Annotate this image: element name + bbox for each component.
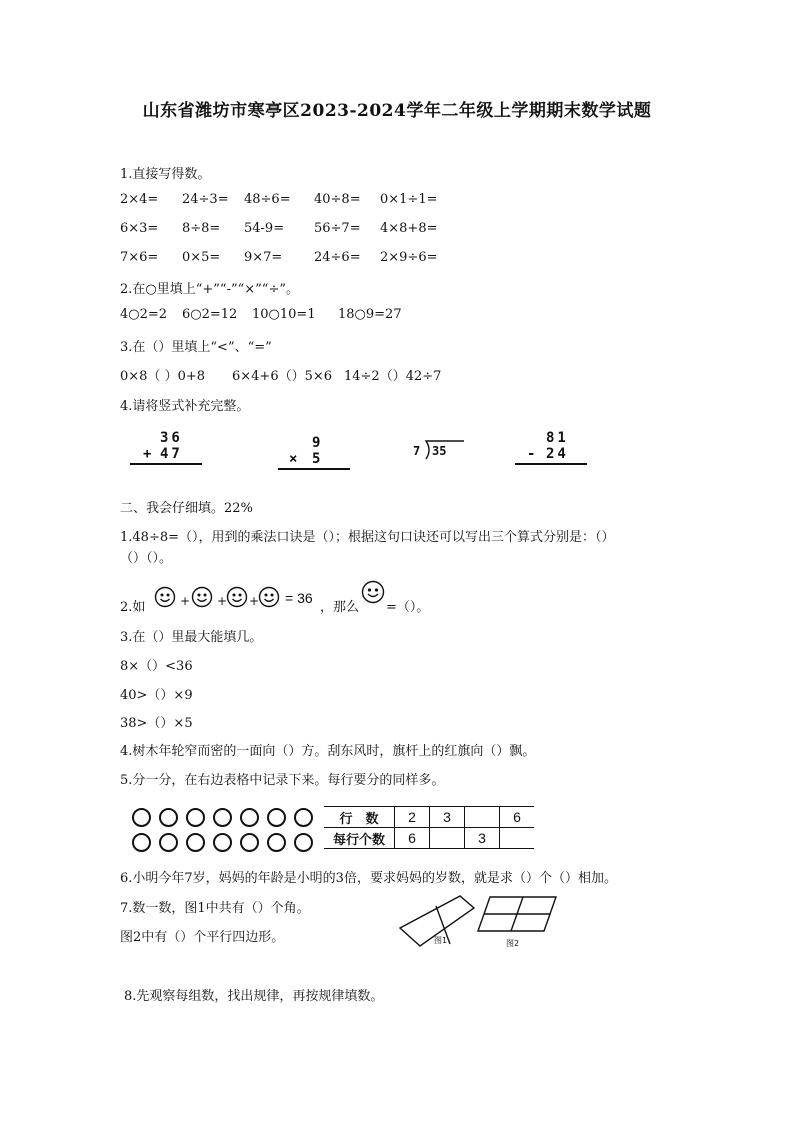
smiley-icon xyxy=(361,580,385,604)
circle-shape xyxy=(267,808,286,827)
circle-shape xyxy=(159,833,178,852)
circle-shape xyxy=(186,833,205,852)
q1-item: 4×8+8= xyxy=(380,221,438,236)
row-label-hangshu: 行 数 xyxy=(324,807,395,828)
q1-item: 0×1÷1= xyxy=(380,192,438,207)
sub-rule-line xyxy=(515,463,587,465)
p2-q1-line1: 1.48÷8=（），用到的乘法口诀是（）；根据这句口诀还可以写出三个算式分别是：（） xyxy=(120,530,615,545)
table-cell xyxy=(465,807,500,828)
circle-shape xyxy=(159,808,178,827)
q2-item: 6○2=12 xyxy=(182,307,238,322)
circle-shape xyxy=(240,833,259,852)
q1-item: 9×7= xyxy=(244,250,283,265)
p2-q1-line2: （）（）。 xyxy=(120,551,173,566)
figure-1-label: 图1 xyxy=(434,936,448,945)
q2-item: 18○9=27 xyxy=(338,307,402,322)
q1-item: 24÷6= xyxy=(314,250,361,265)
q3-item: 14÷2（）42÷7 xyxy=(344,369,442,384)
table-cell xyxy=(500,828,535,849)
circle-shape xyxy=(213,833,232,852)
q1-item: 6×3= xyxy=(120,221,159,236)
mul-top-number: 9 xyxy=(312,435,321,451)
circle-shape xyxy=(294,833,313,852)
part2-heading: 二、我会仔细填。22% xyxy=(120,501,253,516)
circle-shape xyxy=(240,808,259,827)
p2-q5-heading: 5.分一分，在右边表格中记录下来。每行要分的同样多。 xyxy=(120,773,445,788)
smiley-icon xyxy=(154,586,176,608)
q1-item: 54-9= xyxy=(244,221,285,236)
q1-item: 56÷7= xyxy=(314,221,361,236)
add-rule-line xyxy=(130,463,202,465)
q1-item: 2×9÷6= xyxy=(380,250,438,265)
table-cell: 3 xyxy=(430,807,465,828)
p2-q3-item: 40>（）×9 xyxy=(120,688,193,703)
p2-q8: 8.先观察每组数，找出规律，再按规律填数。 xyxy=(124,989,384,1004)
q3-item: 0×8（ ）0+8 xyxy=(120,369,206,384)
add-bottom-number: 47 xyxy=(160,446,183,462)
div-dividend: 35 xyxy=(432,444,447,458)
q1-item: 48÷6= xyxy=(244,192,291,207)
add-top-number: 36 xyxy=(160,430,183,446)
table-cell: 3 xyxy=(465,828,500,849)
table-cell xyxy=(430,828,465,849)
q3-items xyxy=(120,365,441,384)
sub-top-number: 81 xyxy=(546,430,569,446)
q1-item: 0×5= xyxy=(182,250,221,265)
circle-shape xyxy=(186,808,205,827)
table-row xyxy=(324,828,534,849)
plus-sign: + xyxy=(180,594,191,608)
circle-shape xyxy=(213,808,232,827)
q1-row-3 xyxy=(120,250,438,265)
plus-sign: + xyxy=(217,594,228,608)
q3-item: 6×4+6（）5×6 xyxy=(232,369,333,384)
smiley-icon xyxy=(258,586,280,608)
circle-row-1 xyxy=(132,808,321,831)
plus-sign: + xyxy=(249,594,260,608)
p2-q2-suffix: =（）。 xyxy=(386,600,430,615)
q1-item: 8÷8= xyxy=(182,221,221,236)
equals-36: = 36 xyxy=(285,590,313,606)
q1-item: 2×4= xyxy=(120,192,159,207)
smiley-icon xyxy=(226,586,248,608)
mul-rule-line xyxy=(278,468,350,470)
q2-items xyxy=(120,307,402,322)
q1-heading: 1.直接写得数。 xyxy=(120,167,211,182)
p2-q7-line1: 7.数一数，图1中共有（）个角。 xyxy=(120,901,310,916)
circle-shape xyxy=(132,833,151,852)
q2-item: 10○10=1 xyxy=(252,307,316,322)
circle-shape xyxy=(294,808,313,827)
table-cell: 6 xyxy=(500,807,535,828)
circle-shape xyxy=(132,808,151,827)
div-divisor: 7 xyxy=(413,444,421,458)
q1-row-2 xyxy=(120,221,438,236)
sub-operator: - xyxy=(527,446,536,462)
circle-shape xyxy=(267,833,286,852)
p2-q6: 6.小明今年7岁，妈妈的年龄是小明的3倍，要求妈妈的岁数，就是求（）个（）相加。 xyxy=(120,871,617,886)
record-table xyxy=(324,806,534,849)
table-row xyxy=(324,807,534,828)
p2-q3-item: 38>（）×5 xyxy=(120,716,193,731)
table-cell: 6 xyxy=(395,828,430,849)
p2-q2-prefix: 2.如 xyxy=(120,600,146,615)
q2-heading: 2.在○里填上“+”“-”“×”“÷”。 xyxy=(120,282,299,297)
page-title: 山东省潍坊市寒亭区2023-2024学年二年级上学期期末数学试题 xyxy=(142,101,652,121)
figure-2-parallelograms xyxy=(476,895,558,935)
p2-q4: 4.树木年轮窄而密的一面向（）方。刮东风时，旗杆上的红旗向（）飘。 xyxy=(120,744,536,759)
circle-row-2 xyxy=(132,833,321,856)
q1-row-1 xyxy=(120,192,438,207)
add-operator: + xyxy=(143,446,152,462)
q4-heading: 4.请将竖式补充完整。 xyxy=(120,399,250,414)
mul-operator: × xyxy=(289,451,298,467)
p2-q3-item: 8×（）<36 xyxy=(120,659,193,674)
figure-2-label: 图2 xyxy=(506,939,520,948)
q2-item: 4○2=2 xyxy=(120,307,168,322)
q1-item: 40÷8= xyxy=(314,192,361,207)
table-cell: 2 xyxy=(395,807,430,828)
p2-q7-line2: 图2中有（）个平行四边形。 xyxy=(120,930,285,945)
mul-bottom-number: 5 xyxy=(312,451,321,467)
p2-q2-mid: ，那么 xyxy=(320,600,360,615)
p2-q3-heading: 3.在（）里最大能填几。 xyxy=(120,630,263,645)
q1-item: 24÷3= xyxy=(182,192,229,207)
row-label-meihang: 每行个数 xyxy=(324,828,395,849)
sub-bottom-number: 24 xyxy=(546,446,569,462)
q3-heading: 3.在（）里填上“<”、“=” xyxy=(120,340,272,355)
smiley-icon xyxy=(191,586,213,608)
q1-item: 7×6= xyxy=(120,250,159,265)
